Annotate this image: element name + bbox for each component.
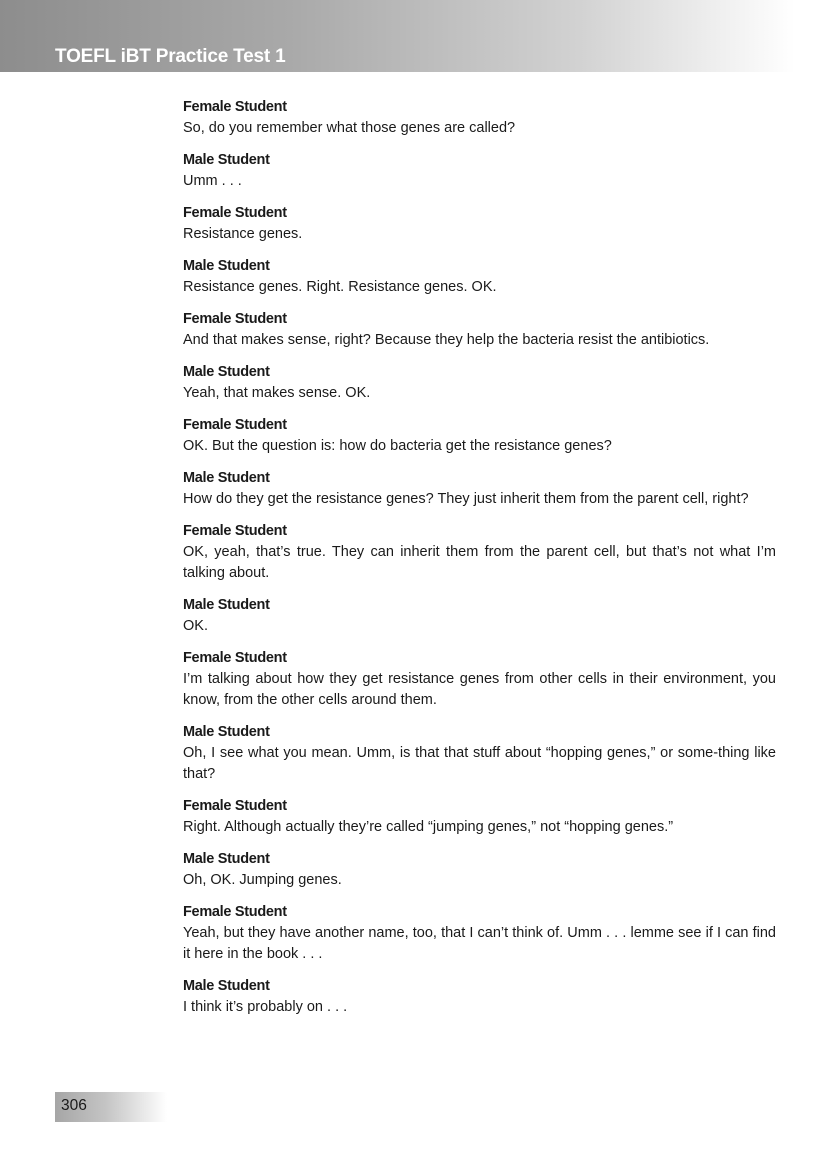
dialogue-line: OK. But the question is: how do bacteria get the resistance genes? (183, 438, 612, 454)
dialogue-turn (183, 150, 776, 192)
dialogue-line: Oh, I see what you mean. Umm, is that that stuff about “hopping genes,” or some-thing like that? (183, 745, 776, 782)
dialogue-turn (183, 521, 776, 584)
speaker-label: Female Student (183, 417, 287, 433)
dialogue-line: And that makes sense, right? Because they help the bacteria resist the antibiotics. (183, 332, 710, 348)
dialogue-turn (183, 648, 776, 711)
dialogue-turn (183, 415, 776, 457)
page-number: 306 (61, 1097, 87, 1114)
dialogue-line: So, do you remember what those genes are called? (183, 120, 516, 136)
page-number-band (55, 1092, 167, 1122)
dialogue-turn (183, 595, 776, 637)
speaker-label: Female Student (183, 205, 287, 221)
dialogue-turn (183, 902, 776, 965)
speaker-label: Male Student (183, 364, 270, 380)
dialogue-turn (183, 256, 776, 298)
speaker-label: Male Student (183, 470, 270, 486)
dialogue-line: Umm . . . (183, 173, 242, 189)
speaker-label: Female Student (183, 650, 287, 666)
speaker-label: Male Student (183, 597, 270, 613)
speaker-label: Female Student (183, 798, 287, 814)
running-header-title: TOEFL iBT Practice Test 1 (55, 46, 286, 67)
speaker-label: Female Student (183, 311, 287, 327)
dialogue-line: Yeah, that makes sense. OK. (183, 385, 371, 401)
dialogue-line: Oh, OK. Jumping genes. (183, 872, 342, 888)
dialogue-turn (183, 203, 776, 245)
dialogue-turn (183, 976, 776, 1018)
dialogue-line: Resistance genes. Right. Resistance genes. OK. (183, 279, 497, 295)
dialogue-line: I think it’s probably on . . . (183, 999, 348, 1015)
dialogue-turn (183, 362, 776, 404)
dialogue-line: Resistance genes. (183, 226, 303, 242)
speaker-label: Female Student (183, 99, 287, 115)
dialogue-turn (183, 97, 776, 139)
dialogue-line: Yeah, but they have another name, too, that I can’t think of. Umm . . . lemme see if I can find it here in the book . . . (183, 925, 776, 962)
dialogue-line: OK. (183, 618, 208, 634)
dialogue-turn (183, 722, 776, 785)
dialogue-line: OK, yeah, that’s true. They can inherit them from the parent cell, but that’s not what I’m talking about. (183, 544, 776, 581)
dialogue-turn (183, 309, 776, 351)
speaker-label: Male Student (183, 851, 270, 867)
dialogue-line: I’m talking about how they get resistance genes from other cells in their environment, you know, from the other cells around them. (183, 671, 776, 708)
speaker-label: Male Student (183, 152, 270, 168)
speaker-label: Male Student (183, 978, 270, 994)
dialogue-turn (183, 468, 776, 510)
dialogue-line: Right. Although actually they’re called “jumping genes,” not “hopping genes.” (183, 819, 674, 835)
speaker-label: Female Student (183, 523, 287, 539)
speaker-label: Male Student (183, 724, 270, 740)
transcript-body (183, 97, 776, 1029)
dialogue-line: How do they get the resistance genes? They just inherit them from the parent cell, right? (183, 491, 749, 507)
dialogue-turn (183, 796, 776, 838)
speaker-label: Male Student (183, 258, 270, 274)
dialogue-turn (183, 849, 776, 891)
speaker-label: Female Student (183, 904, 287, 920)
